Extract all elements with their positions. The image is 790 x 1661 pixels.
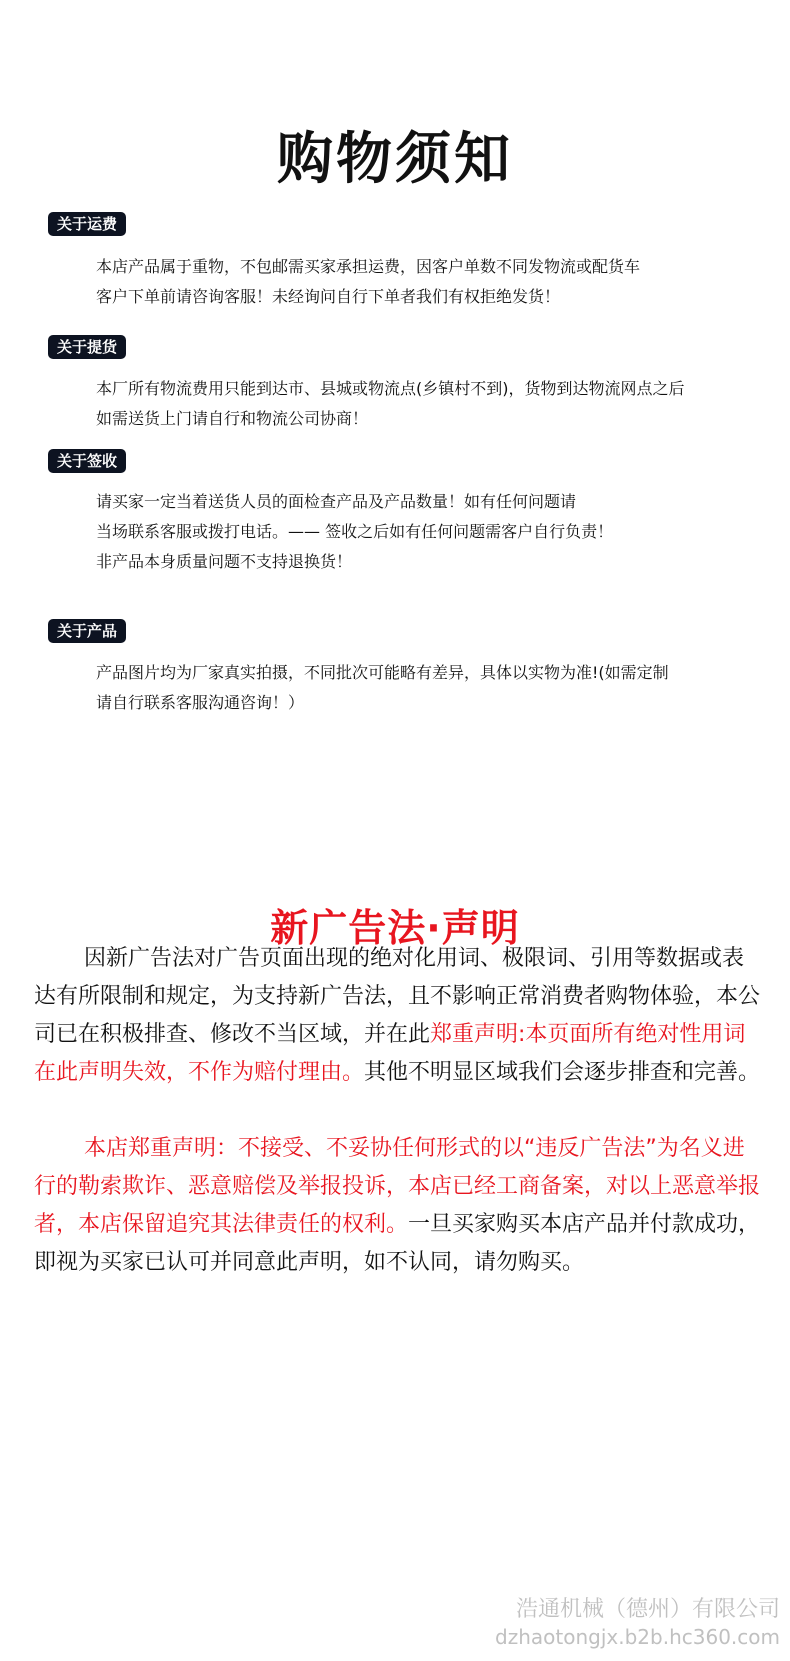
tag-receipt: 关于签收: [48, 449, 126, 473]
tag-product: 关于产品: [48, 619, 126, 643]
receipt-line-1: 请买家一定当着送货人员的面检查产品及产品数量！如有任何问题请: [96, 492, 577, 511]
product-line-1: 产品图片均为厂家真实拍摄，不同批次可能略有差异，具体以实物为准!(如需定制: [96, 663, 669, 682]
receipt-line-2: 当场联系客服或拨打电话。—— 签收之后如有任何问题需客户自行负责！: [96, 522, 614, 541]
notice-p2-text: 一旦买家购买本店产品并付款成功，即视为买家已认可并同意此声明，如不认同，请勿购买。: [34, 1212, 761, 1275]
shipping-text: [96, 252, 776, 312]
footer-domain: dzhaotongjx.b2b.hc360.com: [495, 1625, 780, 1649]
receipt-text: [96, 487, 776, 577]
pickup-text: [96, 374, 776, 434]
notice-p1-red: 郑重声明:本页面所有绝对性用词在此声明失效，不作为赔付理由。: [34, 1022, 746, 1085]
notice-title: 新广告法·声明: [270, 905, 520, 950]
product-text: [96, 658, 776, 718]
notice-p1-text: 因新广告法对广告页面出现的绝对化用词、极限词、引用等数据或表达有所限制和规定，为支持新广告法，且不影响正常消费者购物体验，本公司已在积极排查、修改不当区域，并在此: [34, 946, 761, 1047]
tag-shipping: 关于运费: [48, 212, 126, 236]
page-title: 购物须知: [277, 126, 513, 192]
product-line-2: 请自行联系客服沟通咨询！）: [96, 693, 305, 712]
shipping-line-2: 客户下单前请咨询客服！未经询问自行下单者我们有权拒绝发货！: [96, 287, 561, 306]
notice-p1-text-end: 其他不明显区域我们会逐步排查和完善。: [364, 1060, 761, 1085]
tag-pickup: 关于提货: [48, 335, 126, 359]
pickup-line-1: 本厂所有物流费用只能到达市、县城或物流点(乡镇村不到)，货物到达物流网点之后: [96, 379, 685, 398]
receipt-line-3: 非产品本身质量问题不支持退换货！: [96, 552, 353, 571]
shipping-line-1: 本店产品属于重物，不包邮需买家承担运费，因客户单数不同发物流或配货车: [96, 257, 641, 276]
notice-paragraph-1: [34, 940, 764, 1092]
pickup-line-2: 如需送货上门请自行和物流公司协商！: [96, 409, 369, 428]
notice-p2-red: 本店郑重声明：不接受、不妥协任何形式的以“违反广告法”为名义进行的勒索欺诈、恶意赔偿及举报投诉，本店已经工商备案，对以上恶意举报者，本店保留追究其法律责任的权利。: [34, 1136, 761, 1237]
footer-company: 浩通机械（德州）有限公司: [515, 1597, 780, 1622]
notice-paragraph-2: [34, 1130, 764, 1282]
